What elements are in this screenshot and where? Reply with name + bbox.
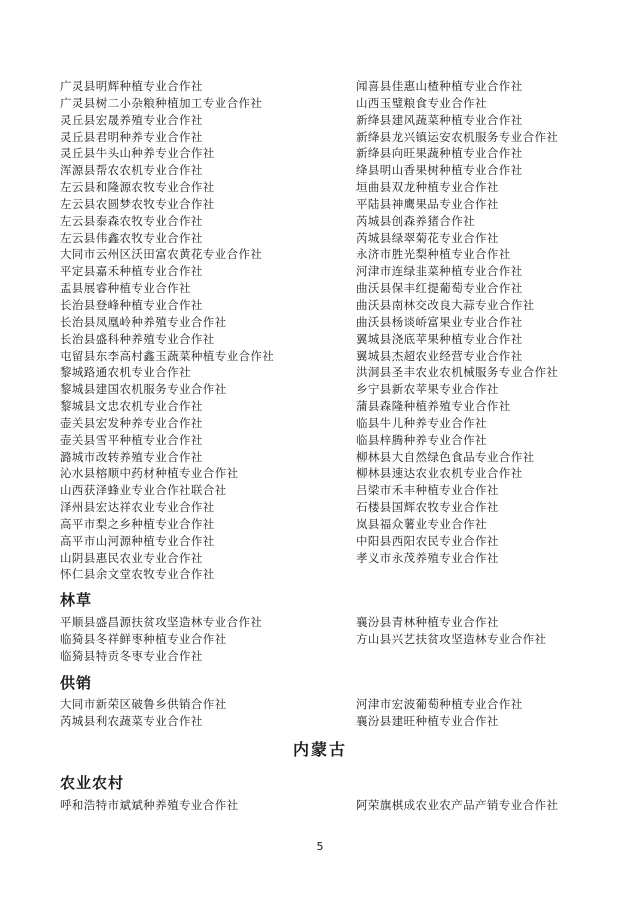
cooperative-name: 平陆县神鹰果品专业合作社	[356, 196, 499, 211]
cooperative-name: 灵丘县宏晟养殖专业合作社	[60, 112, 203, 127]
cooperative-name: 山西获泽蜂业专业合作社联合社	[60, 483, 227, 498]
cooperative-name: 河津市连绿韭菜种植专业合作社	[356, 264, 523, 279]
section-heading-agriculture: 农业农村	[60, 774, 125, 792]
cooperative-name: 屯留县东李高村鑫玉蔬菜种植专业合作社	[60, 348, 275, 363]
cooperative-name: 绛县明山香果树种植专业合作社	[356, 163, 523, 178]
cooperative-name: 灵丘县君明种养专业合作社	[60, 129, 203, 144]
cooperative-name: 新绛县向旺果蔬种植专业合作社	[356, 146, 523, 161]
cooperative-name: 柳林县速达农业农机专业合作社	[356, 466, 523, 481]
cooperative-name: 洪洞县圣丰农业农机械服务专业合作社	[356, 365, 559, 380]
cooperative-name: 方山县兴艺扶贫攻坚造林专业合作社	[356, 631, 547, 646]
cooperative-name: 黎城县文忠农机专业合作社	[60, 399, 203, 414]
agri2-list-right	[356, 797, 558, 814]
cooperative-name: 左云县泰森农牧专业合作社	[60, 213, 203, 228]
cooperative-name: 石楼县国辉农牧专业合作社	[356, 500, 499, 515]
cooperative-name: 芮城县绿翠菊花专业合作社	[356, 230, 499, 245]
cooperative-name: 垣曲县双龙种植专业合作社	[356, 180, 499, 195]
cooperative-name: 岚县福众薯业专业合作社	[356, 516, 487, 531]
cooperative-name: 蒲县森隆种植养殖专业合作社	[356, 399, 511, 414]
cooperative-name: 中阳县西阳农民专业合作社	[356, 533, 499, 548]
cooperative-name: 灵丘县牛头山种养专业合作社	[60, 146, 215, 161]
cooperative-name: 广灵县明辉种植专业合作社	[60, 79, 203, 93]
cooperative-name: 山阴县惠民农业专业合作社	[60, 550, 203, 565]
supply-list-left	[60, 696, 227, 730]
cooperative-name: 呼和浩特市斌斌种养殖专业合作社	[60, 798, 239, 812]
cooperative-name: 高平市山河源种植专业合作社	[60, 533, 215, 548]
cooperative-name: 高平市梨之乡种植专业合作社	[60, 516, 215, 531]
cooperative-name: 新绛县建风蔬菜种植专业合作社	[356, 112, 523, 127]
agri-list-right	[356, 78, 558, 566]
cooperative-name: 长治县凤凰岭种养殖专业合作社	[60, 314, 227, 329]
cooperative-name: 大同市云州区沃田富农黄花专业合作社	[60, 247, 263, 262]
cooperative-name: 临县梓腾种养专业合作社	[356, 432, 487, 447]
cooperative-name: 潞城市改转养殖专业合作社	[60, 449, 203, 464]
cooperative-name: 左云县和隆源农牧专业合作社	[60, 180, 215, 195]
cooperative-name: 河津市宏波葡萄种植专业合作社	[356, 697, 523, 711]
cooperative-name: 曲沃县杨谈峤富果业专业合作社	[356, 314, 523, 329]
cooperative-name: 孝义市永茂养殖专业合作社	[356, 550, 499, 565]
cooperative-name: 浑源县帮农农机专业合作社	[60, 163, 203, 178]
agri-list-left	[60, 78, 274, 583]
cooperative-name: 芮城县创森养猪合作社	[356, 213, 475, 228]
cooperative-name: 左云县农圆梦农牧专业合作社	[60, 196, 215, 211]
cooperative-name: 盂县展睿种植专业合作社	[60, 281, 191, 296]
forestry-list-left	[60, 614, 262, 665]
cooperative-name: 左云县伟鑫农牧专业合作社	[60, 230, 203, 245]
cooperative-name: 长治县登峰种植专业合作社	[60, 297, 203, 312]
cooperative-name: 平顺县盛昌源扶贫攻坚造林专业合作社	[60, 615, 263, 629]
cooperative-name: 翼城县浇底苹果种植专业合作社	[356, 331, 523, 346]
cooperative-name: 临县牛儿种养专业合作社	[356, 415, 487, 430]
supply-list-right	[356, 696, 523, 730]
cooperative-name: 壶关县宏发种养专业合作社	[60, 415, 203, 430]
cooperative-name: 阿荣旗棋成农业农产品产销专业合作社	[356, 798, 559, 812]
cooperative-name: 长治县盛科种养殖专业合作社	[60, 331, 215, 346]
cooperative-name: 吕梁市禾丰种植专业合作社	[356, 483, 499, 498]
agri2-list-left	[60, 797, 239, 814]
cooperative-name: 怀仁县余文堂农牧专业合作社	[60, 567, 215, 582]
cooperative-name: 襄汾县建旺种植专业合作社	[356, 713, 499, 728]
cooperative-name: 柳林县大自然绿色食品专业合作社	[356, 449, 535, 464]
cooperative-name: 山西玉璧粮食专业合作社	[356, 95, 487, 110]
cooperative-name: 壶关县雪平种植专业合作社	[60, 432, 203, 447]
cooperative-name: 沁水县榕顺中药材种植专业合作社	[60, 466, 239, 481]
cooperative-name: 泽州县宏达祥农业专业合作社	[60, 500, 215, 515]
cooperative-name: 平定县嘉禾种植专业合作社	[60, 264, 203, 279]
cooperative-name: 黎城县建国农机服务专业合作社	[60, 382, 227, 397]
cooperative-name: 曲沃县南林交改良大蒜专业合作社	[356, 297, 535, 312]
cooperative-name: 新绛县龙兴镇运安农机服务专业合作社	[356, 129, 559, 144]
province-title: 内蒙古	[292, 740, 347, 759]
cooperative-name: 临猗县特贡冬枣专业合作社	[60, 648, 203, 663]
page-number: 5	[316, 840, 324, 853]
cooperative-name: 曲沃县保丰红提葡萄专业合作社	[356, 281, 523, 296]
cooperative-name: 永济市胜光梨种植专业合作社	[356, 247, 511, 262]
section-heading-forestry: 林草	[60, 591, 93, 609]
forestry-list-right	[356, 614, 546, 648]
cooperative-name: 翼城县杰超农业经营专业合作社	[356, 348, 523, 363]
cooperative-name: 襄汾县青林种植专业合作社	[356, 615, 499, 629]
cooperative-name: 临猗县冬祥鲜枣种植专业合作社	[60, 631, 227, 646]
cooperative-name: 大同市新荣区破鲁乡供销合作社	[60, 697, 227, 711]
cooperative-name: 广灵县树二小杂粮种植加工专业合作社	[60, 95, 263, 110]
cooperative-name: 乡宁县新农苹果专业合作社	[356, 382, 499, 397]
cooperative-name: 黎城路通农机专业合作社	[60, 365, 191, 380]
cooperative-name: 芮城县利农蔬菜专业合作社	[60, 713, 203, 728]
section-heading-supply: 供销	[60, 674, 93, 692]
cooperative-name: 闻喜县佳惠山楂种植专业合作社	[356, 79, 523, 93]
